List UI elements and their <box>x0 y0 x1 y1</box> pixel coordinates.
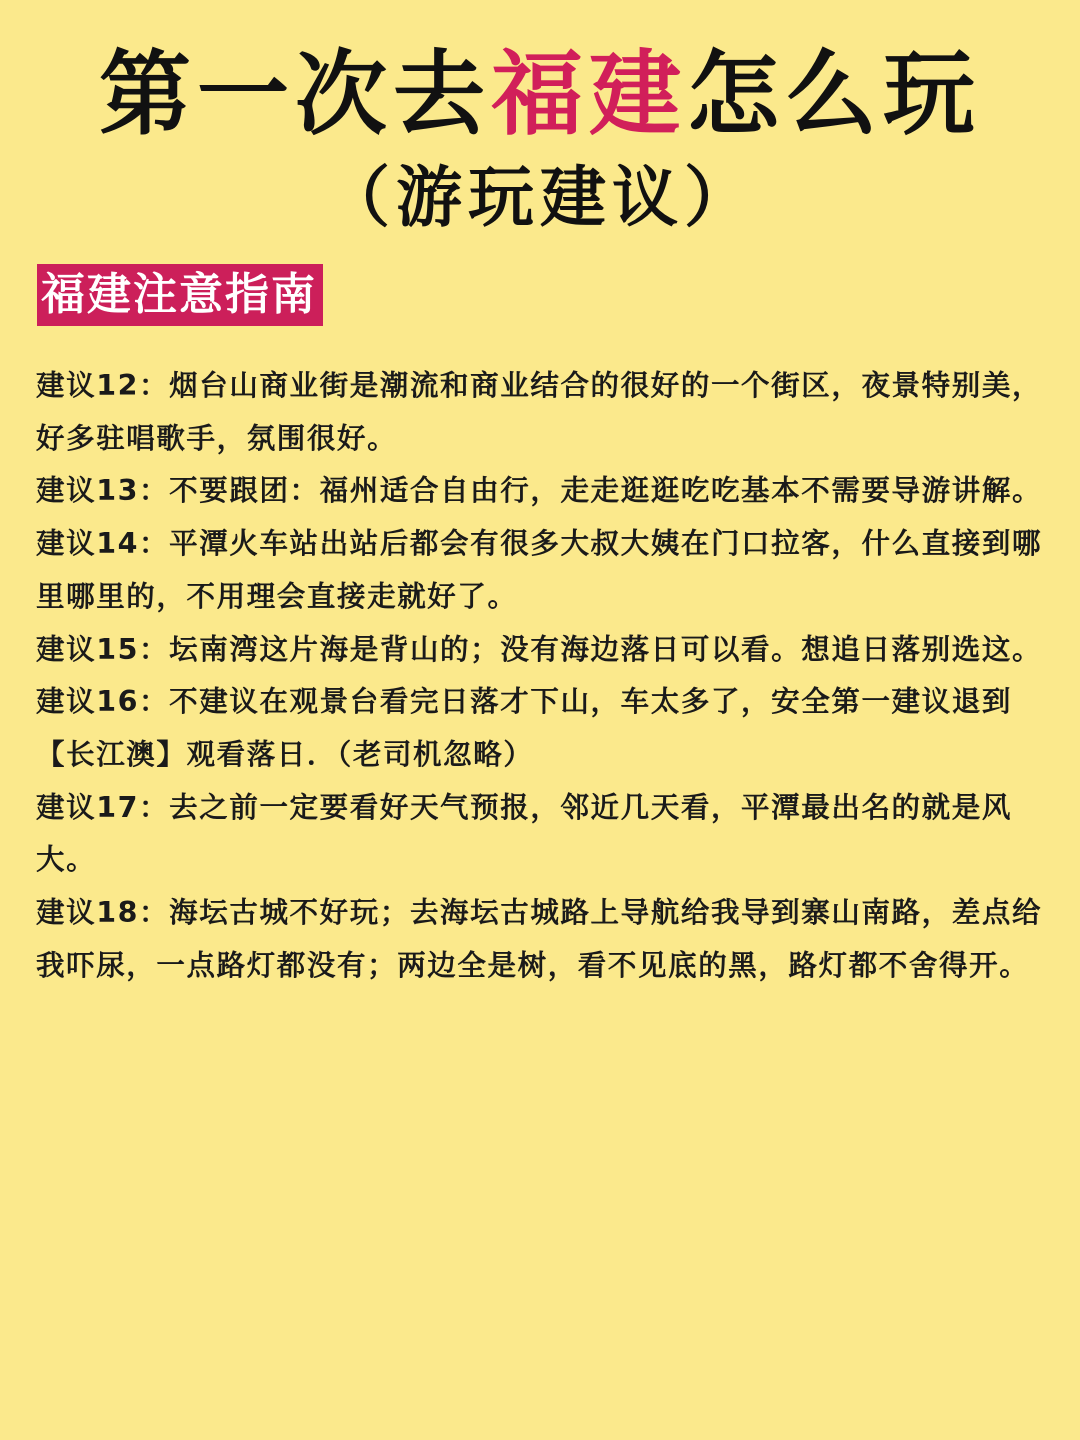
tip-14: 建议14：平潭火车站出站后都会有很多大叔大姨在门口拉客，什么直接到哪里哪里的，不用理会直接走就好了。 <box>36 527 1043 613</box>
tip-12: 建议12：烟台山商业街是潮流和商业结合的很好的一个街区，夜景特别美，好多驻唱歌手，氛围很好。 <box>36 369 1043 455</box>
tip-16: 建议16：不建议在观景台看完日落才下山，车太多了，安全第一建议退到【长江澳】观看落日．（老司机忽略） <box>36 685 1012 771</box>
tip-15: 建议15：坛南湾这片海是背山的；没有海边落日可以看。想追日落别选这。 <box>36 632 1043 666</box>
section-badge: 福建注意指南 <box>37 264 323 326</box>
title-highlight: 福建 <box>490 41 687 148</box>
title-suffix: 怎么玩 <box>687 41 982 148</box>
tips-list <box>36 360 1056 992</box>
tip-18: 建议18：海坛古城不好玩；去海坛古城路上导航给我导到寨山南路，差点给我吓尿，一点路灯都没有；两边全是树，看不见底的黑，路灯都不舍得开。 <box>36 896 1043 982</box>
page-subtitle: （游玩建议） <box>324 159 756 236</box>
tip-13: 建议13：不要跟团：福州适合自由行，走走逛逛吃吃基本不需要导游讲解。 <box>36 474 1043 508</box>
page-title <box>0 40 1080 150</box>
tip-17: 建议17：去之前一定要看好天气预报，邻近几天看，平潭最出名的就是风大。 <box>36 790 1012 877</box>
title-prefix: 第一次去 <box>98 41 491 148</box>
